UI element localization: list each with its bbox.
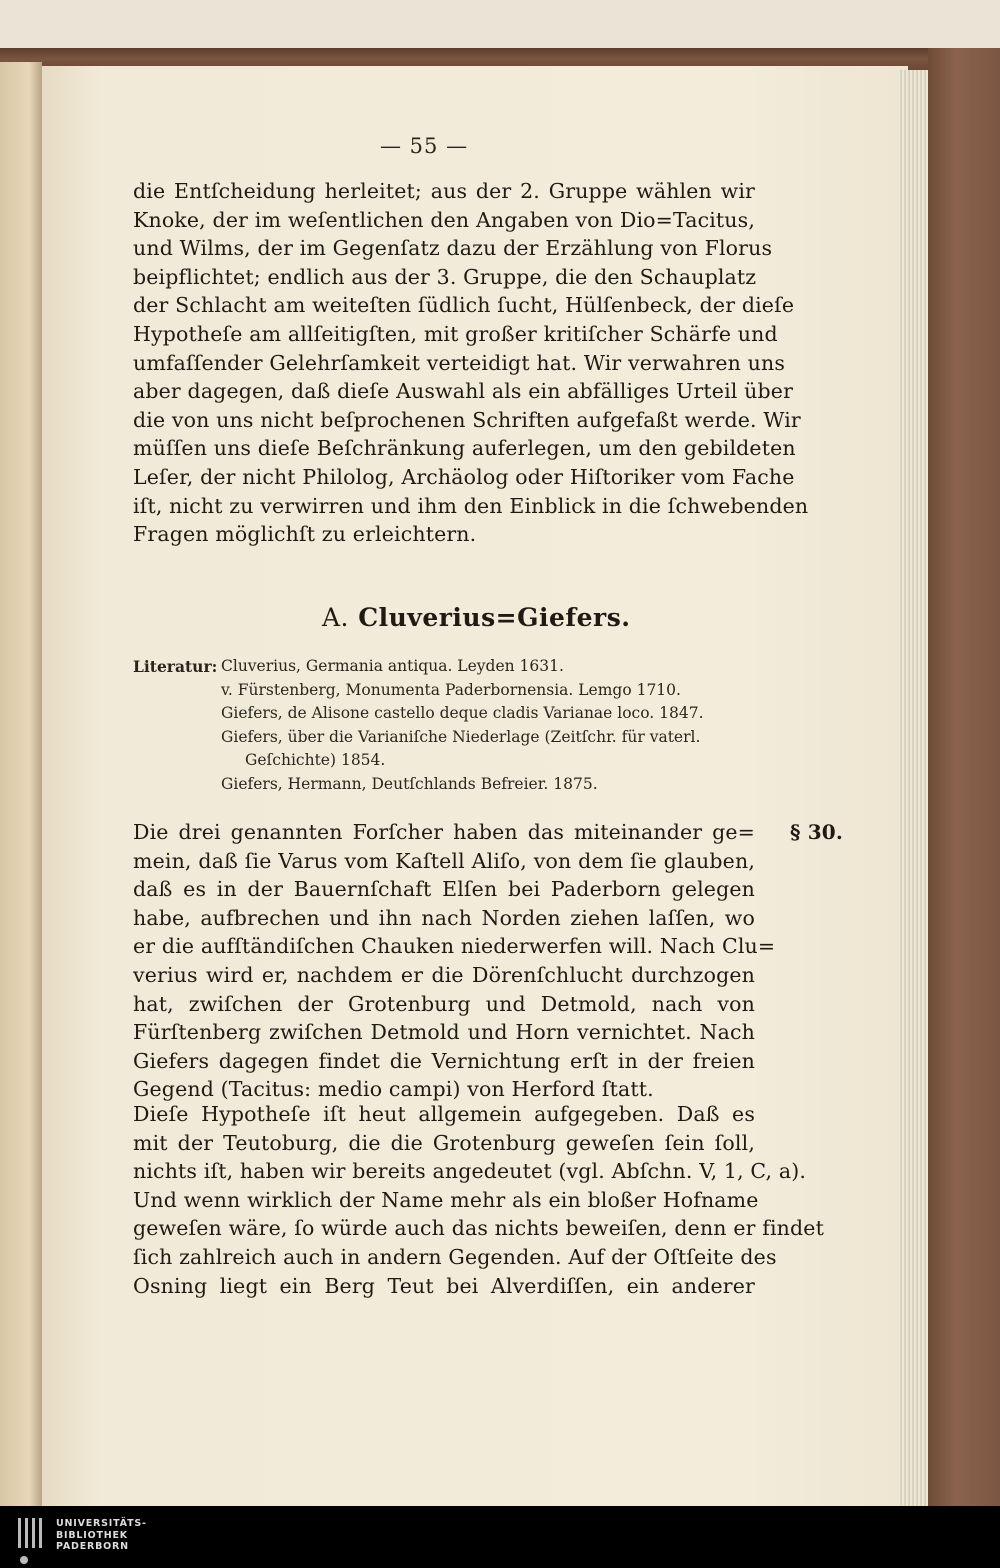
page-edges [898, 70, 928, 1510]
text-line: beipflichtet; endlich aus der 3. Gruppe, die den Schauplatz [133, 264, 757, 289]
text-line: Die drei genannten Forſcher haben das miteinander ge= [133, 820, 755, 844]
facing-page-edge [0, 62, 42, 1508]
text-line: Leſer, der nicht Philolog, Archäolog oder Hiſtoriker vom Fache [133, 464, 795, 489]
literature-block [133, 655, 704, 796]
literature-entry: Cluverius, Germania antiqua. Leyden 1631. [221, 657, 564, 675]
text-line: ſich zahlreich auch in andern Gegenden. Auf der Oſtſeite des [133, 1244, 777, 1269]
text-line: die Entſcheidung herleitet; aus der 2. Gruppe wählen wir [133, 179, 755, 203]
text-line: müſſen uns dieſe Beſchränkung auferlegen, um den gebildeten [133, 436, 796, 461]
text-line: er die aufſtändiſchen Chauken niederwerfen will. Nach Clu= [133, 934, 776, 959]
text-line: nichts iſt, haben wir bereits angedeutet (vgl. Abſchn. V, 1, C, a). [133, 1159, 807, 1184]
text-line: und Wilms, der im Gegenſatz dazu der Erzählung von Florus [133, 236, 773, 261]
text-line: Gegend (Tacitus: medio campi) von Herford ſtatt. [133, 1077, 654, 1102]
text-line: geweſen wäre, ſo würde auch das nichts beweiſen, denn er findet [133, 1216, 824, 1241]
text-line: umfaſſender Gelehrſamkeit verteidigt hat. Wir verwahren uns [133, 350, 786, 375]
text-line: mit der Teutoburg, die die Grotenburg geweſen ſein ſoll, [133, 1130, 755, 1155]
logo-line: UNIVERSITÄTS- [56, 1518, 147, 1529]
library-logo [18, 1518, 147, 1566]
text-line: verius wird er, nachdem er die Dörenſchlucht durchzogen [133, 962, 755, 987]
section-heading-title: Cluverius=Giefers. [358, 603, 631, 632]
literature-entry: Geſchichte) 1854. [245, 751, 386, 769]
text-line: hat, zwiſchen der Grotenburg und Detmold, nach von [133, 991, 755, 1016]
scanner-background [0, 0, 1000, 55]
margin-section-number: § 30. [790, 820, 843, 844]
text-line: Fürſtenberg zwiſchen Detmold und Horn vernichtet. Nach [133, 1020, 755, 1045]
text-line: Fragen möglichſt zu erleichtern. [133, 522, 477, 547]
text-line: Osning liegt ein Berg Teut bei Alverdiſſen, ein anderer [133, 1273, 755, 1298]
section-heading-prefix: A. [322, 603, 350, 632]
literature-entry: Giefers, Hermann, Deutſchlands Befreier. 1875. [221, 774, 598, 793]
text-line: mein, daß ſie Varus vom Kaſtell Aliſo, von dem ſie glauben, [133, 848, 755, 873]
literature-entry: Giefers, über die Varianiſche Niederlage (Zeitſchr. für vaterl. [221, 727, 701, 746]
literature-entry: v. Fürstenberg, Monumenta Paderbornensia. Lemgo 1710. [221, 680, 681, 699]
text-line: Hypotheſe am allſeitigſten, mit großer kritiſcher Schärfe und [133, 321, 778, 346]
footer-bar [0, 1506, 1000, 1568]
paragraph-3 [133, 1100, 824, 1300]
section-heading [322, 603, 630, 632]
page-number: — 55 — [380, 134, 469, 158]
text-line: Dieſe Hypotheſe iſt heut allgemein aufgegeben. Daß es [133, 1102, 755, 1126]
paragraph-1 [133, 177, 809, 549]
library-logo-icon [18, 1518, 48, 1566]
text-line: habe, aufbrechen und ihn nach Norden ziehen laſſen, wo [133, 905, 755, 930]
text-line: aber dagegen, daß dieſe Auswahl als ein abfälliges Urteil über [133, 379, 794, 404]
text-line: die von uns nicht beſprochenen Schriften aufgefaßt werde. Wir [133, 407, 801, 432]
book-cover-right [928, 48, 1000, 1508]
logo-line: BIBLIOTHEK [56, 1529, 128, 1541]
logo-line: PADERBORN [56, 1541, 129, 1552]
text-line: iſt, nicht zu verwirren und ihm den Einblick in die ſchwebenden [133, 493, 809, 518]
text-line: der Schlacht am weiteſten ſüdlich ſucht, Hülſenbeck, der dieſe [133, 293, 795, 318]
paragraph-2 [133, 818, 776, 1104]
text-line: Knoke, der im weſentlichen den Angaben von Dio=Tacitus, [133, 207, 755, 232]
literature-entry: Giefers, de Alisone castello deque cladis Varianae loco. 1847. [221, 704, 704, 722]
text-line: Giefers dagegen findet die Vernichtung erſt in der freien [133, 1048, 755, 1073]
literature-label: Literatur: [133, 657, 218, 676]
text-line: Und wenn wirklich der Name mehr als ein bloßer Hofname [133, 1187, 759, 1212]
text-line: daß es in der Bauernſchaft Elſen bei Paderborn gelegen [133, 877, 755, 902]
